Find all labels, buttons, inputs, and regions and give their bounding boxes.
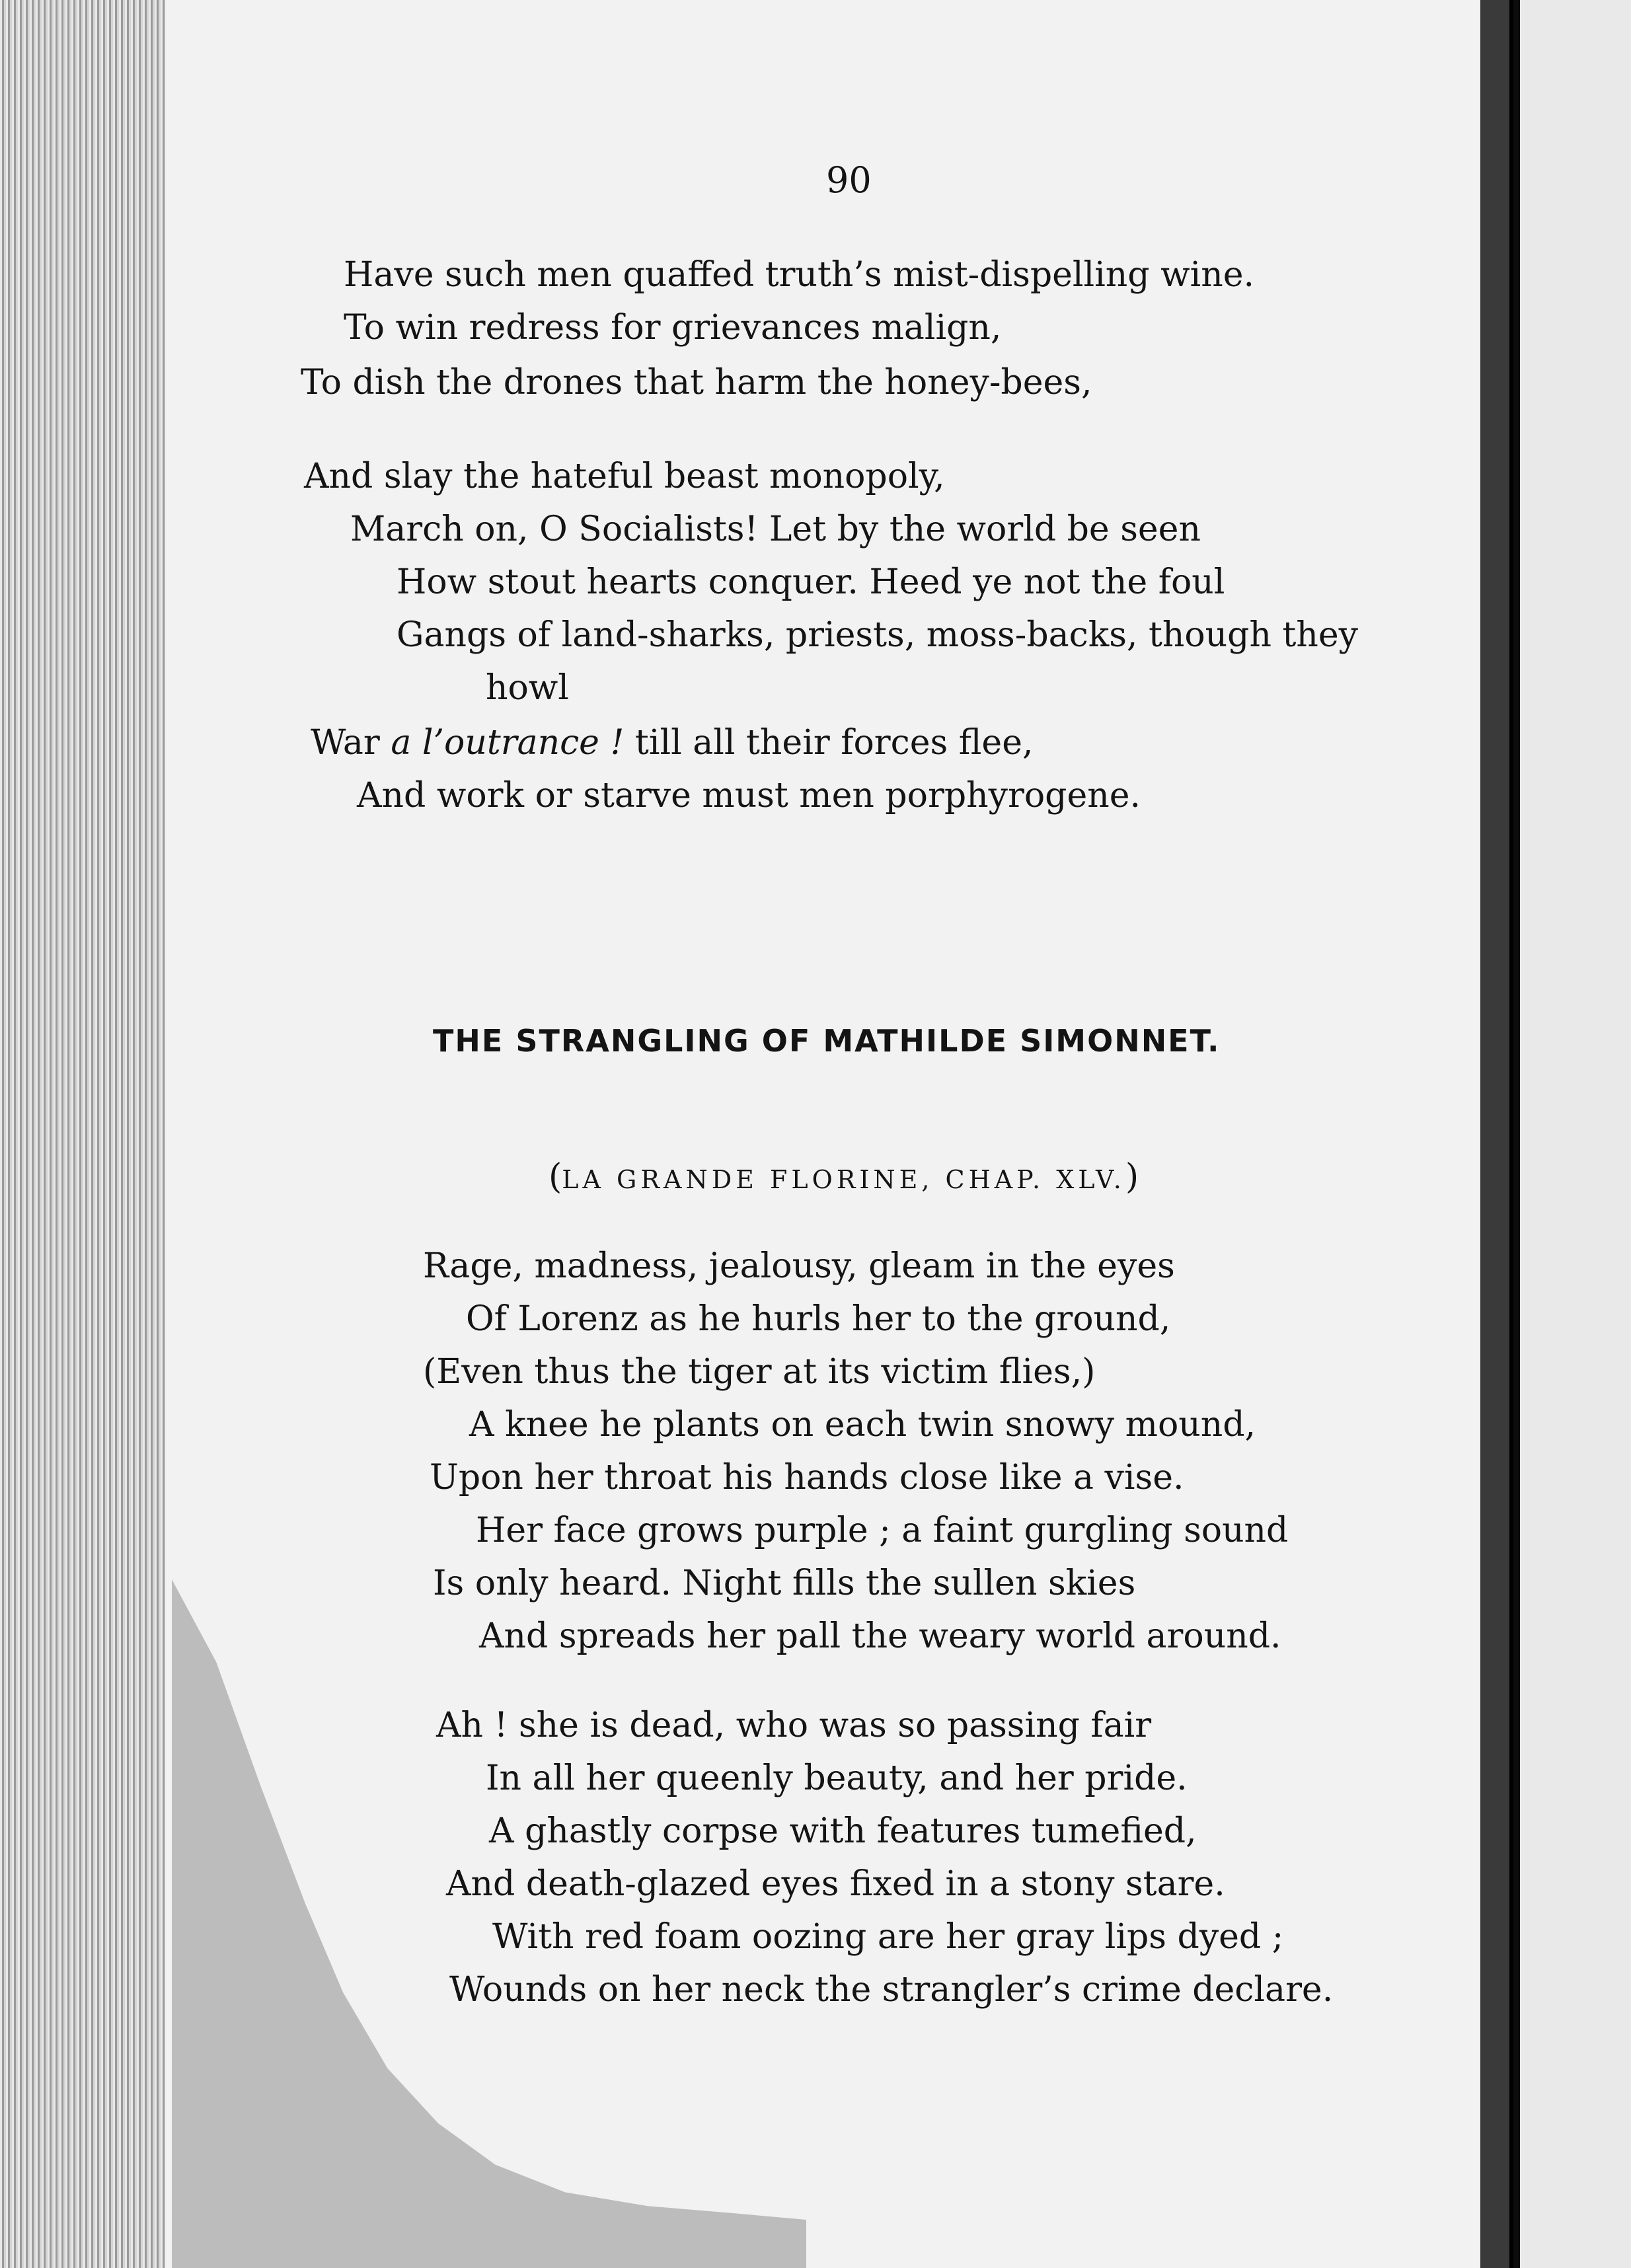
verse-line: To win redress for grievances malign, bbox=[344, 308, 1002, 348]
verse-line: A knee he plants on each twin snowy mound, bbox=[469, 1405, 1256, 1445]
verse-line: And death-glazed eyes fixed in a stony stare. bbox=[446, 1864, 1225, 1904]
verse-line: With red foam oozing are her gray lips dyed ; bbox=[492, 1917, 1284, 1957]
verse-line: Is only heard. Night fills the sullen skies bbox=[433, 1564, 1136, 1603]
verse-line: To dish the drones that harm the honey-bees, bbox=[301, 363, 1092, 402]
verse-line: In all her queenly beauty, and her pride. bbox=[486, 1758, 1188, 1798]
verse-line: And work or starve must men porphyrogene. bbox=[357, 776, 1141, 815]
verse-line: Wounds on her neck the strangler’s crime declare. bbox=[449, 1970, 1334, 2010]
verse-line: howl bbox=[486, 668, 569, 708]
italic-phrase: a l’outrance ! bbox=[391, 723, 625, 763]
poem-title: THE STRANGLING OF MATHILDE SIMONNET. bbox=[433, 1023, 1221, 1059]
verse-line: Upon her throat his hands close like a vise. bbox=[430, 1458, 1184, 1497]
verse-line: (Even thus the tiger at its victim flies,) bbox=[423, 1352, 1096, 1392]
verse-text: till all their forces flee, bbox=[624, 723, 1034, 763]
verse-line: Her face grows purple ; a faint gurgling sound bbox=[476, 1511, 1289, 1550]
verse-line bbox=[311, 723, 1034, 763]
source-text: LA GRANDE FLORINE, CHAP. XLV. bbox=[562, 1165, 1125, 1194]
open-paren: ( bbox=[549, 1157, 562, 1197]
poem-source bbox=[549, 1157, 1139, 1197]
verse-line: A ghastly corpse with features tumefied, bbox=[489, 1811, 1197, 1851]
verse-text: War bbox=[311, 723, 391, 763]
verse-line: Gangs of land-sharks, priests, moss-backs, though they bbox=[397, 615, 1359, 655]
verse-line: Rage, madness, jealousy, gleam in the eyes bbox=[423, 1246, 1175, 1286]
verse-line: Ah ! she is dead, who was so passing fair bbox=[436, 1706, 1152, 1745]
verse-line: March on, O Socialists! Let by the world be seen bbox=[350, 510, 1201, 549]
verse-line: Of Lorenz as he hurls her to the ground, bbox=[466, 1299, 1171, 1339]
verse-line: How stout hearts conquer. Heed ye not the foul bbox=[397, 562, 1225, 602]
verse-line: And spreads her pall the weary world around. bbox=[479, 1616, 1281, 1656]
verse-line: Have such men quaffed truth’s mist-dispelling wine. bbox=[344, 255, 1255, 295]
verse-line: And slay the hateful beast monopoly, bbox=[304, 457, 945, 496]
close-paren: ) bbox=[1125, 1157, 1139, 1197]
page-number: 90 bbox=[826, 159, 872, 201]
